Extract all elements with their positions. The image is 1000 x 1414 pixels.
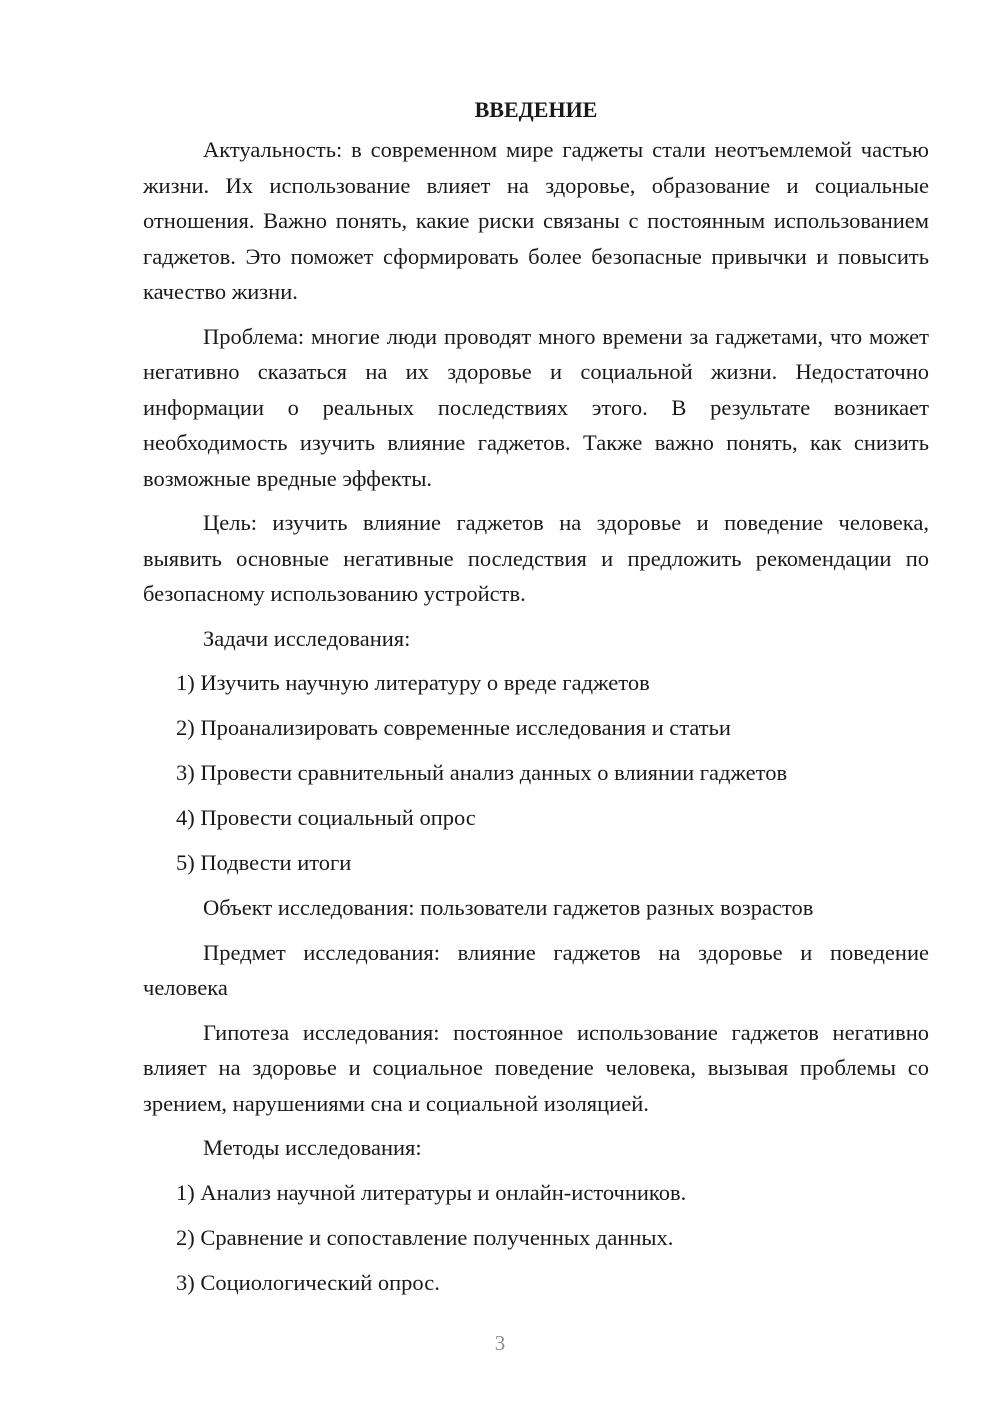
task-item: 3) Провести сравнительный анализ данных о влиянии гаджетов bbox=[176, 760, 788, 785]
method-item: 1) Анализ научной литературы и онлайн-источников. bbox=[176, 1179, 687, 1205]
goal-paragraph: Цель: изучить влияние гаджетов на здоровье и поведение человека, выявить основные негативные последствия и предложить рекомендации по безопасному использованию устройств. bbox=[143, 510, 929, 606]
page-number: 3 bbox=[494, 1331, 506, 1355]
task-item: 1) Изучить научную литературу о вреде гаджетов bbox=[176, 670, 650, 695]
method-item: 2) Сравнение и сопоставление полученных данных. bbox=[176, 1224, 674, 1250]
page-content bbox=[143, 92, 929, 1310]
methods-list bbox=[143, 1175, 929, 1301]
tasks-list bbox=[143, 665, 929, 881]
problem-paragraph: Проблема: многие люди проводят много времени за гаджетами, что может негативно сказаться на их здоровье и социальной жизни. Недостаточно информации о реальных последствиях этого. В результате возникает необходимость изучить влияние гаджетов. Также важно понять, как снизить возможные вредные эффекты. bbox=[143, 323, 929, 491]
hypothesis-paragraph: Гипотеза исследования: постоянное использование гаджетов негативно влияет на здоровье и социальное поведение человека, вызывая проблемы со зрением, нарушениями сна и социальной изоляцией. bbox=[143, 1019, 929, 1116]
task-item: 5) Подвести итоги bbox=[176, 850, 352, 875]
task-item: 4) Провести социальный опрос bbox=[176, 805, 476, 830]
subject-paragraph: Предмет исследования: влияние гаджетов на здоровье и поведение человека bbox=[143, 939, 929, 1000]
task-item: 2) Проанализировать современные исследования и статьи bbox=[176, 715, 731, 740]
method-item: 3) Социологический опрос. bbox=[176, 1269, 440, 1295]
tasks-heading: Задачи исследования: bbox=[203, 625, 411, 651]
methods-heading: Методы исследования: bbox=[203, 1135, 422, 1160]
section-title: ВВЕДЕНИЕ bbox=[474, 97, 598, 122]
relevance-paragraph: Актуальность: в современном мире гаджеты стали неотъемлемой частью жизни. Их использование влияет на здоровье, образование и социальные отношения. Важно понять, какие риски связаны с постоянным использованием гаджетов. Это поможет сформировать более безопасные привычки и повысить качество жизни. bbox=[143, 137, 929, 304]
object-paragraph: Объект исследования: пользователи гаджетов разных возрастов bbox=[203, 895, 814, 920]
